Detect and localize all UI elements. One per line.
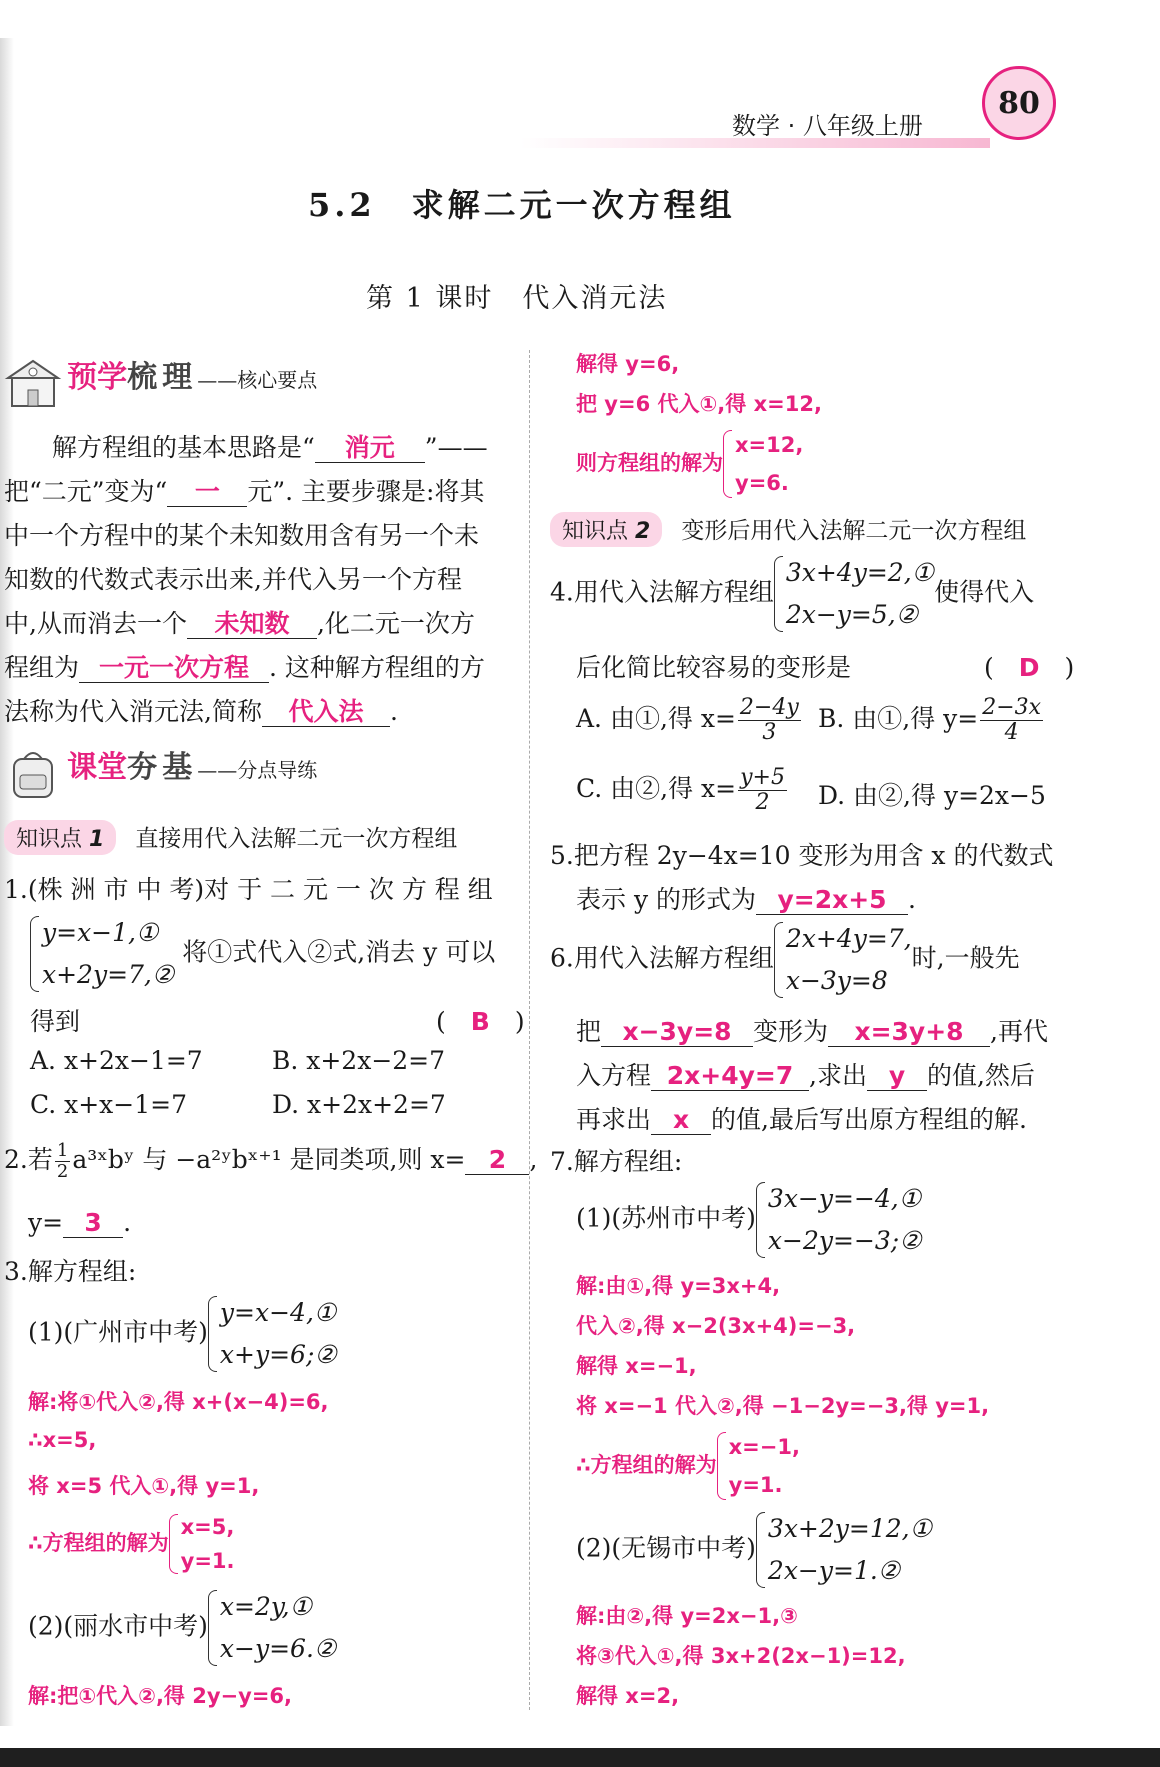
q4-stem: 4.用代入法解方程组 3x+4y=2,① 2x−y=5,② 使得代入: [550, 552, 1034, 636]
q2-line-1: 2.若 $\frac{1}{2}$ a³ˣbʸ 与 −a²ʸbˣ⁺¹ 是同类项,则 x= 2 ,: [4, 1140, 538, 1182]
blank-answer-1: 消元: [315, 434, 425, 463]
q2-answer-x: 2: [465, 1146, 529, 1175]
q3-solution-4: ∴方程组的解为 x=5, y=1.: [28, 1510, 235, 1578]
q6-answer-2: x=3y+8: [828, 1018, 990, 1047]
q6-line-2: 把 x−3y=8 变形为 x=3y+8 ,再代: [576, 1017, 1048, 1046]
knowledge-point-1: [4, 820, 457, 855]
q3-part-1: (1)(广州市中考) y=x−4,① x+y=6;②: [28, 1292, 337, 1376]
q1-equations: y=x−1,① x+2y=7,②: [30, 912, 174, 996]
q4-equations: 3x+4y=2,① 2x−y=5,②: [774, 552, 934, 636]
page-number: 80: [998, 85, 1040, 121]
q1-tail: 将①式代入②式,消去 y 可以: [182, 937, 496, 967]
q3-solution-3: 将 x=5 代入①,得 y=1,: [28, 1474, 260, 1498]
q1-option-b: B. x+2x−2=7: [272, 1046, 446, 1075]
q7-solution-8: 解得 x=2,: [576, 1684, 680, 1708]
q1-answer: B: [470, 1007, 490, 1036]
q1-option-d: D. x+2x+2=7: [272, 1090, 446, 1119]
q7-stem: 7.解方程组:: [550, 1147, 683, 1176]
classroom-heading: [4, 742, 317, 799]
bottom-bar: [0, 1748, 1160, 1767]
school-icon: [4, 358, 62, 408]
q7-solution-6: 解:由②,得 y=2x−1,③: [576, 1604, 798, 1628]
blank-answer-4: 一元一次方程: [79, 654, 269, 683]
q6-answer-4: y: [867, 1062, 927, 1091]
right-solution-3: 则方程组的解为 x=12, y=6.: [576, 426, 803, 502]
q7-solution-2: 代入②,得 x−2(3x+4)=−3,: [576, 1314, 856, 1338]
q4-option-c: C. 由②,得 x= $\frac{y+5}{2}$: [576, 765, 785, 816]
q7-solution-1: 解:由①,得 y=3x+4,: [576, 1274, 781, 1298]
classroom-subtitle: ——分点导练: [197, 758, 318, 782]
q7-solution-4: 将 x=−1 代入②,得 −1−2y=−3,得 y=1,: [576, 1394, 990, 1418]
preview-heading: [4, 352, 317, 408]
q4-answer-bracket: ( D ): [984, 653, 1075, 682]
q4-option-a: A. 由①,得 x= $\frac{2-4y}{3}$: [576, 695, 799, 746]
preview-line-7: 法称为代入消元法,简称 代入法 .: [4, 697, 398, 726]
q2-line-2: y= 3 .: [28, 1208, 132, 1237]
classroom-heading-b: 夯: [127, 750, 158, 785]
q7-solution-3: 解得 x=−1,: [576, 1354, 697, 1378]
preview-line-1: 解方程组的基本思路是“ 消元 ”——: [52, 433, 488, 462]
q7-solution-5: ∴方程组的解为 x=−1, y=1.: [576, 1428, 800, 1504]
top-margin: [0, 0, 1160, 38]
q4-answer: D: [1018, 653, 1040, 682]
q6-equations: 2x+4y=7, x−3y=8: [774, 918, 912, 1002]
right-solution-2: 把 y=6 代入①,得 x=12,: [576, 392, 822, 416]
q7-s5-system: x=−1, y=1.: [717, 1428, 800, 1504]
q7-p2-equations: 3x+2y=12,① 2x−y=1.②: [756, 1508, 932, 1592]
q2-answer-y: 3: [63, 1209, 123, 1238]
q1-option-a: A. x+2x−1=7: [30, 1046, 203, 1075]
q4-line-2: 后化简比较容易的变形是: [576, 653, 852, 682]
q3-solution-5: 解:把①代入②,得 2y−y=6,: [28, 1684, 293, 1708]
q1-option-c: C. x+x−1=7: [30, 1090, 187, 1119]
q4-option-d: D. 由②,得 y=2x−5: [818, 781, 1046, 810]
q6-line-4: 再求出 x 的值,最后写出原方程组的解.: [576, 1105, 1027, 1134]
q3-solution-1: 解:将①代入②,得 x+(x−4)=6,: [28, 1390, 329, 1414]
q4-option-b: B. 由①,得 y= $\frac{2-3x}{4}$: [818, 695, 1042, 746]
q3-stem: 3.解方程组:: [4, 1257, 137, 1286]
q5-answer: y=2x+5: [756, 886, 908, 915]
classroom-heading-a: 课堂: [67, 750, 128, 785]
q7-part-2: (2)(无锡市中考) 3x+2y=12,① 2x−y=1.②: [576, 1508, 932, 1592]
classroom-heading-c: 基: [162, 750, 193, 785]
q6-answer-3: 2x+4y=7: [651, 1062, 809, 1091]
lesson-title: 第 1 课时 代入消元法: [366, 283, 668, 314]
kp1-title: 直接用代入法解二元一次方程组: [135, 826, 458, 852]
q3-solution-2: ∴x=5,: [28, 1428, 97, 1452]
preview-line-4: 知数的代数式表示出来,并代入另一个方程: [4, 565, 462, 594]
q3-p2-equations: x=2y,① x−y=6.②: [208, 1586, 336, 1670]
preview-heading-c: 理: [162, 360, 193, 395]
backpack-icon: [4, 747, 62, 799]
preview-line-3: 中一个方程中的某个未知数用含有另一个未: [4, 521, 480, 550]
preview-line-6: 程组为 一元一次方程 . 这种解方程组的方: [4, 653, 485, 682]
q7-solution-7: 将③代入①,得 3x+2(2x−1)=12,: [576, 1644, 906, 1668]
q6-stem: 6.用代入法解方程组 2x+4y=7, x−3y=8 时,一般先: [550, 918, 1020, 1002]
preview-heading-a: 预学: [67, 360, 128, 395]
page-number-badge: [982, 66, 1056, 140]
q3-part-2: (2)(丽水市中考) x=2y,① x−y=6.②: [28, 1586, 336, 1670]
kp1-badge: 知识点 1: [4, 820, 116, 855]
kp2-title: 变形后用代入法解二元一次方程组: [681, 518, 1027, 544]
column-divider: [529, 350, 530, 1710]
q7-p1-equations: 3x−y=−4,① x−2y=−3;②: [756, 1178, 922, 1262]
q6-line-3: 入方程 2x+4y=7 ,求出 y 的值,然后: [576, 1061, 1035, 1090]
kp2-badge: 知识点 2: [550, 512, 662, 547]
right-solution-1: 解得 y=6,: [576, 352, 680, 376]
blank-answer-5: 代入法: [262, 698, 390, 727]
q6-answer-5: x: [651, 1106, 711, 1135]
preview-line-2: 把“二元”变为“ 一 元”. 主要步骤是:将其: [4, 477, 485, 506]
preview-subtitle: ——核心要点: [197, 368, 318, 392]
blank-answer-3: 未知数: [187, 610, 317, 639]
q5-line-2: 表示 y 的形式为 y=2x+5 .: [576, 885, 916, 914]
q7-part-1: (1)(苏州市中考) 3x−y=−4,① x−2y=−3;②: [576, 1178, 922, 1262]
q2-fraction: $\frac{1}{2}$: [56, 1140, 69, 1182]
q1-stem: 1.(株 洲 市 中 考)对 于 二 元 一 次 方 程 组: [4, 875, 493, 904]
q1-answer-bracket: ( B ): [436, 1007, 525, 1036]
right-r3-system: x=12, y=6.: [723, 426, 803, 502]
preview-heading-b: 梳: [127, 360, 158, 395]
q1-tail2: 得到: [30, 1007, 81, 1036]
q1-system: [30, 912, 495, 996]
q5-line-1: 5.把方程 2y−4x=10 变形为用含 x 的代数式: [550, 841, 1054, 870]
knowledge-point-2: [550, 512, 1026, 547]
section-title: 5.2 求解二元一次方程组: [308, 186, 736, 224]
q3-p1-equations: y=x−4,① x+y=6;②: [208, 1292, 337, 1376]
header-subject: 数学 · 八年级上册: [732, 112, 923, 140]
blank-answer-2: 一: [167, 478, 247, 507]
q3-s4-system: x=5, y=1.: [169, 1510, 235, 1578]
preview-line-5: 中,从而消去一个 未知数 ,化二元一次方: [4, 609, 475, 638]
q6-answer-1: x−3y=8: [601, 1018, 753, 1047]
